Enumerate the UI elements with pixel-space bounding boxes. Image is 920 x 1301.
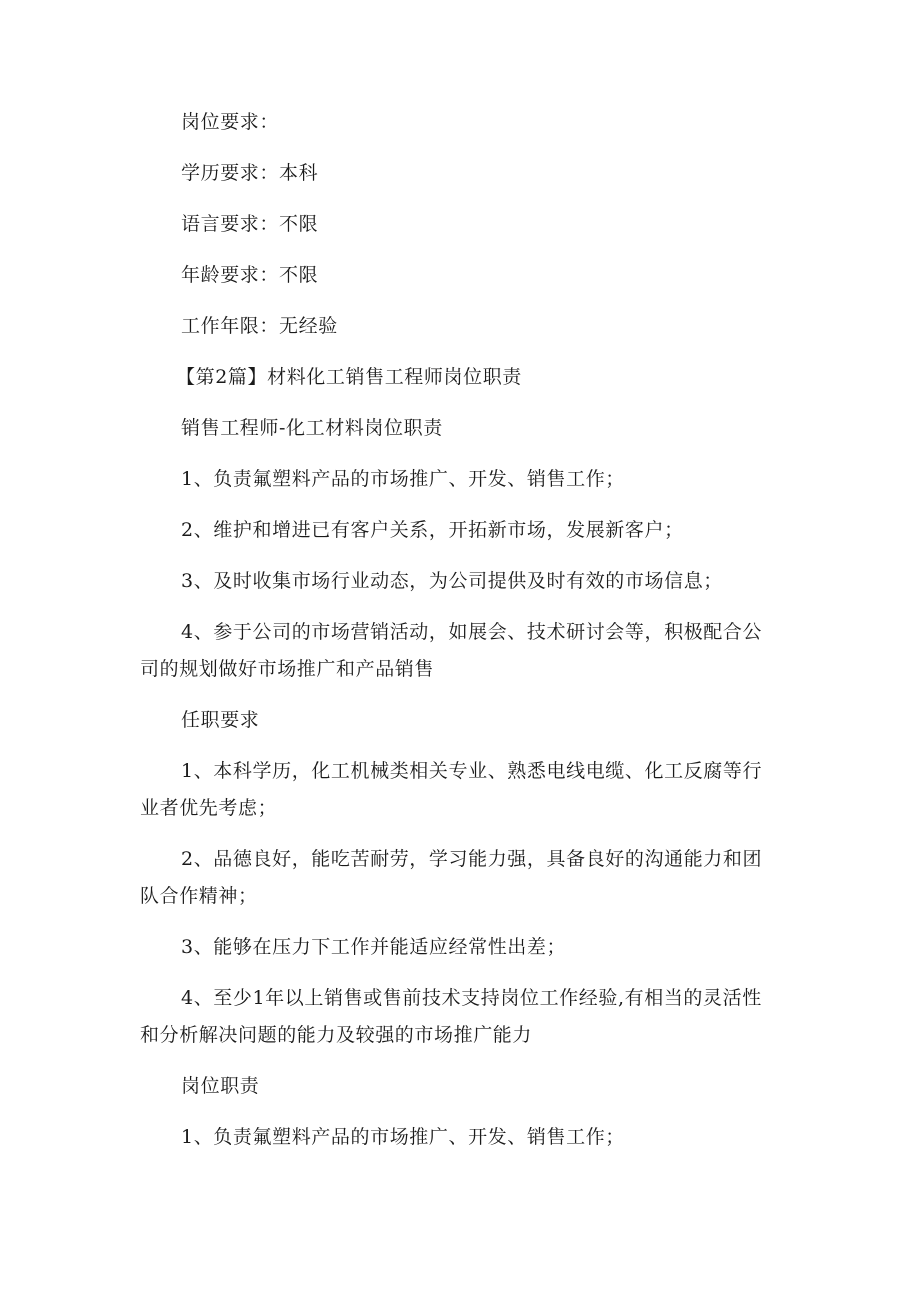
language-requirement: 语言要求：不限 — [181, 213, 319, 235]
duty-item: 2、维护和增进已有客户关系，开拓新市场，发展新客户； — [181, 519, 684, 541]
qualification-1-line1: 1、本科学历，化工机械类相关专业、熟悉电线电缆、化工反腐等行 — [181, 760, 763, 782]
qualification-3: 3、能够在压力下工作并能适应经常性出差； — [181, 936, 567, 958]
experience-requirement: 工作年限：无经验 — [181, 315, 338, 337]
responsibilities-title: 岗位职责 — [181, 1075, 260, 1097]
qualifications-title: 任职要求 — [181, 709, 260, 731]
section-heading: 【第2篇】材料化工销售工程师岗位职责 — [176, 366, 522, 388]
education-requirement: 学历要求：本科 — [181, 162, 319, 184]
duty-item: 1、负责氟塑料产品的市场推广、开发、销售工作； — [181, 468, 625, 490]
qualification-2-line2: 队合作精神； — [140, 885, 258, 907]
qualification-2-line1: 2、品德良好，能吃苦耐劳，学习能力强，具备良好的沟通能力和团 — [181, 848, 763, 870]
age-requirement: 年龄要求：不限 — [181, 264, 319, 286]
qualification-4-line1: 4、至少1年以上销售或售前技术支持岗位工作经验,有相当的灵活性 — [181, 987, 762, 1009]
qualification-4-line2: 和分析解决问题的能力及较强的市场推广能力 — [140, 1024, 533, 1046]
duty-item-4-line1: 4、参于公司的市场营销活动，如展会、技术研讨会等，积极配合公 — [181, 621, 763, 643]
section-subtitle: 销售工程师-化工材料岗位职责 — [181, 417, 443, 439]
duty-item: 3、及时收集市场行业动态，为公司提供及时有效的市场信息； — [181, 570, 723, 592]
requirements-title: 岗位要求： — [181, 111, 280, 133]
duty-item-4-line2: 司的规划做好市场推广和产品销售 — [140, 658, 435, 680]
qualification-1-line2: 业者优先考虑； — [140, 797, 278, 819]
responsibility-1: 1、负责氟塑料产品的市场推广、开发、销售工作； — [181, 1126, 625, 1148]
